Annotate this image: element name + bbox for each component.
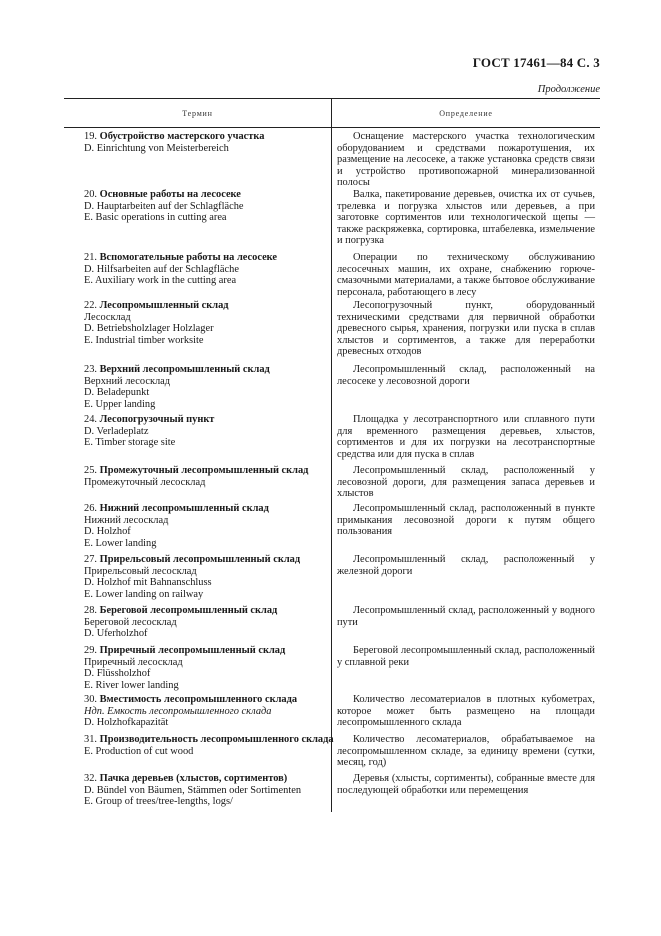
definition-text: Операции по техническому обслуживанию лесосечных машин, их охране, снабжению горюче-смазочными материалами, а также бытовое обслуживание персонала, работающего в лесу [337, 252, 595, 298]
term-variant: E. Timber storage site [84, 437, 176, 449]
term-number: 32. [84, 773, 97, 784]
definition-cell [337, 773, 595, 796]
definition-cell [337, 465, 595, 500]
term-variant: Приречный лесосклад [84, 656, 183, 668]
table-row [64, 300, 600, 358]
term-name: Лесопромышленный склад [99, 300, 229, 311]
term-name: Приречный лесопромышленный склад [99, 645, 286, 656]
table-row [64, 605, 600, 640]
table-row [64, 773, 600, 808]
term-variant: D. Beladepunkt [84, 387, 150, 399]
term-name: Основные работы на лесосеке [99, 189, 241, 200]
table-row [64, 414, 600, 460]
term-number: 31. [84, 734, 97, 745]
term-variant: Лесосклад [84, 311, 131, 323]
term-variant: E. Basic operations in cutting area [84, 212, 227, 224]
term-variant: Нижний лесосклад [84, 514, 169, 526]
term-variant: Прирельсовый лесосклад [84, 565, 197, 577]
definition-cell [337, 605, 595, 628]
term-cell [64, 252, 312, 287]
definition-cell [337, 131, 595, 189]
term-number: 30. [84, 694, 97, 705]
term-deprecated-variant: Ндп. Емкость лесопромышленного склада [84, 705, 272, 717]
term-number: 26. [84, 503, 97, 514]
term-variant: Верхний лесосклад [84, 375, 171, 387]
term-number: 27. [84, 554, 97, 565]
term-cell [64, 364, 312, 410]
definition-text: Лесопромышленный склад, расположенный у лесовозной дороги, для размещения запаса деревьев и хлыстов [337, 465, 595, 500]
term-variant: E. Lower landing [84, 537, 157, 549]
term-number: 19. [84, 131, 97, 142]
term-number: 23. [84, 364, 97, 375]
term-variant: E. Upper landing [84, 398, 156, 410]
table-row [64, 503, 600, 549]
term-variant: E. Industrial timber worksite [84, 334, 204, 346]
term-cell [64, 773, 312, 808]
term-number: 21. [84, 252, 97, 263]
term-name: Производительность лесопромышленного склада [99, 734, 334, 745]
term-cell [64, 465, 312, 488]
term-cell [64, 645, 312, 691]
definition-text: Лесопромышленный склад, расположенный у железной дороги [337, 554, 595, 577]
definition-cell [337, 414, 595, 460]
term-variant: Береговой лесосклад [84, 616, 177, 628]
definition-cell [337, 364, 595, 387]
term-name: Прирельсовый лесопромышленный склад [99, 554, 301, 565]
definition-text: Лесопромышленный склад, расположенный у водного пути [337, 605, 595, 628]
terms-table [64, 98, 600, 808]
term-variant: D. Holzhof [84, 526, 131, 538]
term-variant: E. Lower landing on railway [84, 588, 204, 600]
term-variant: E. Group of trees/tree-lengths, logs/ [84, 796, 233, 808]
term-cell [64, 414, 312, 449]
term-number: 24. [84, 414, 97, 425]
term-variant: D. Bündel von Bäumen, Stämmen oder Sortimenten [84, 784, 302, 796]
term-variant: D. Hauptarbeiten auf der Schlagfläche [84, 200, 244, 212]
term-name: Нижний лесопромышленный склад [99, 503, 269, 514]
term-variant: E. Production of cut wood [84, 745, 194, 757]
table-row [64, 694, 600, 729]
table-row [64, 189, 600, 247]
term-variant: D. Einrichtung von Meisterbereich [84, 142, 229, 154]
term-name: Обустройство мастерского участка [99, 131, 265, 142]
term-variant: D. Betriebsholzlager Holzlager [84, 323, 214, 335]
term-variant: E. River lower landing [84, 679, 179, 691]
term-number: 22. [84, 300, 97, 311]
term-cell [64, 605, 312, 640]
term-cell [64, 189, 312, 224]
term-name: Пачка деревьев (хлыстов, сортиментов) [99, 773, 288, 784]
table-row [64, 645, 600, 691]
term-name: Вместимость лесопромышленного склада [99, 694, 298, 705]
term-cell [64, 503, 312, 549]
term-number: 25. [84, 465, 97, 476]
table-row [64, 252, 600, 298]
term-name: Вспомогательные работы на лесосеке [99, 252, 278, 263]
term-variant: E. Auxiliary work in the cutting area [84, 275, 237, 287]
term-cell [64, 131, 312, 154]
term-cell [64, 694, 312, 729]
term-cell [64, 734, 334, 757]
definition-text: Лесопромышленный склад, расположенный в пункте примыкания лесовозной дороги к путям общего пользования [337, 503, 595, 538]
term-variant: D. Holzhofkapazität [84, 717, 169, 729]
page-header-standard-ref: ГОСТ 17461—84 С. 3 [472, 55, 600, 70]
definition-text: Валка, пакетирование деревьев, очистка их от сучьев, трелевка и погрузка хлыстов или деревьев, а при заготовке сортиментов или технологической щепы — также раскряжевка, сортировка, штабелевка, измельчение и погрузка [337, 189, 595, 247]
table-header [64, 99, 600, 128]
term-variant: D. Holzhof mit Bahnanschluss [84, 577, 212, 589]
definition-text: Лесопогрузочный пункт, оборудованный техническими средствами для первичной обработки древесного сырья, хранения, погрузки или пуска в сплав хлыстов и сортиментов, а также для переработки древесных отходов [337, 300, 595, 358]
table-row [64, 465, 600, 500]
definition-cell [337, 645, 595, 668]
term-number: 29. [84, 645, 97, 656]
term-name: Верхний лесопромышленный склад [99, 364, 270, 375]
definition-cell [337, 503, 595, 538]
term-variant: D. Uferholzhof [84, 628, 148, 640]
definition-cell [337, 554, 595, 577]
continuation-label: Продолжение [537, 84, 600, 95]
definition-text: Деревья (хлысты, сортименты), собранные вместе для последующей обработки или перемещения [337, 773, 595, 796]
definition-cell [337, 300, 595, 358]
term-variant: D. Flüssholzhof [84, 668, 151, 680]
definition-text: Оснащение мастерского участка технологическим оборудованием и средствами пожаротушения, их размещение на лесосеке, а также установка средств связи и устройство противопожарной минерализованной полосы [337, 131, 595, 189]
column-header-term: Термин [64, 99, 332, 127]
definition-cell [337, 252, 595, 298]
table-row [64, 734, 600, 769]
column-header-definition: Определение [439, 108, 493, 118]
table-row [64, 364, 600, 410]
term-name: Лесопогрузочный пункт [99, 414, 215, 425]
term-cell [64, 300, 312, 346]
definition-text: Лесопромышленный склад, расположенный на лесосеке у лесовозной дороги [337, 364, 595, 387]
term-number: 28. [84, 605, 97, 616]
term-number: 20. [84, 189, 97, 200]
definition-cell [337, 189, 595, 247]
term-variant: D. Verladeplatz [84, 425, 149, 437]
definition-cell [337, 694, 595, 729]
term-name: Береговой лесопромышленный склад [99, 605, 278, 616]
definition-text: Количество лесоматериалов в плотных кубометрах, которое может быть размещено на площади лесопромышленного склада [337, 694, 595, 729]
definition-cell [337, 734, 595, 769]
table-row [64, 554, 600, 600]
term-cell [64, 554, 312, 600]
definition-text: Площадка у лесотранспортного или сплавного пути для временного размещения деревьев, хлыстов, сортиментов и для их погрузки на лесотранспортные средства или для пуска в сплав [337, 414, 595, 460]
term-variant: Промежуточный лесосклад [84, 476, 206, 488]
table-row [64, 131, 600, 189]
term-name: Промежуточный лесопромышленный склад [99, 465, 309, 476]
definition-text: Количество лесоматериалов, обрабатываемое на лесопромышленном складе, за единицу времени (сутки, месяц, год) [337, 734, 595, 769]
definition-text: Береговой лесопромышленный склад, расположенный у сплавной реки [337, 645, 595, 668]
term-variant: D. Hilfsarbeiten auf der Schlagfläche [84, 263, 239, 275]
